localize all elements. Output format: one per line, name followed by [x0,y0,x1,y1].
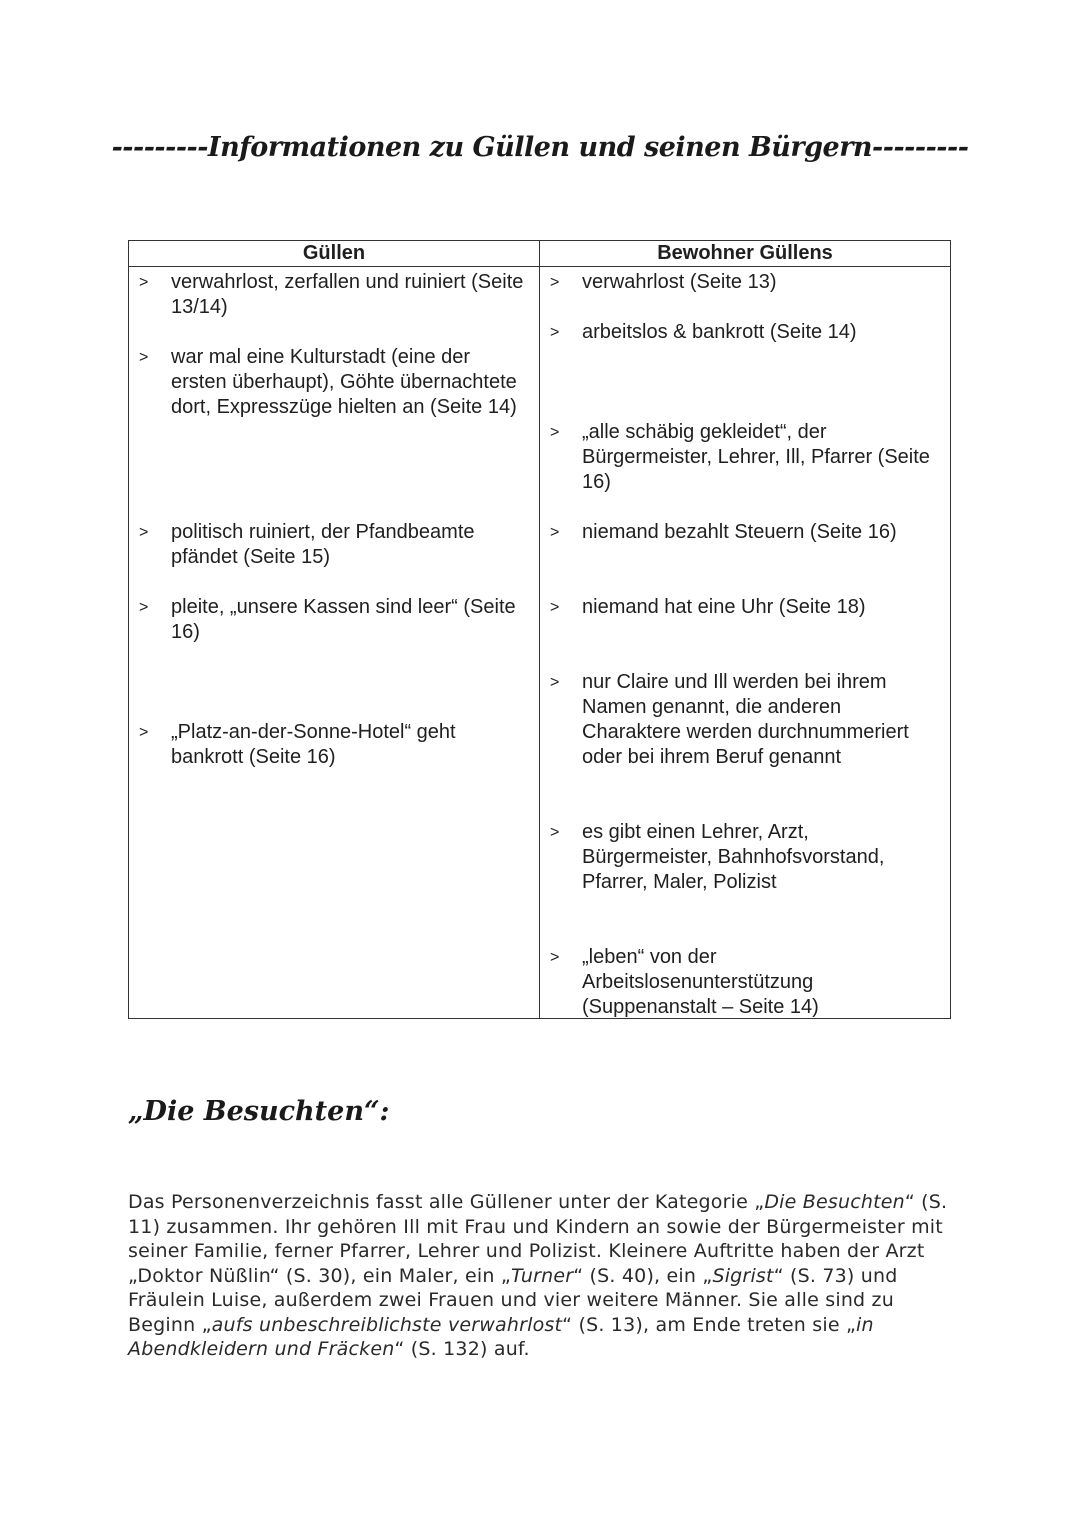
list-item [540,670,950,770]
paragraph-run-italic: aufs unbeschreiblichste verwahrlost [211,1313,563,1336]
list-item-text: niemand bezahlt Steuern (Seite 16) [582,521,897,543]
bewohner-column [540,267,951,1019]
column-header-guellen: Güllen [129,241,540,267]
bullet-icon: > [550,424,560,441]
bullet-icon: > [550,274,560,291]
list-item [129,720,539,770]
paragraph-run: “ (S. 40), ein „ [573,1264,713,1287]
paragraph-run-italic: Turner [510,1264,574,1287]
list-item-text: es gibt einen Lehrer, Arzt, Bürgermeister, Bahnhofsvorstand, Pfarrer, Maler, Polizist [582,821,885,893]
list-item [540,520,950,545]
paragraph-run-italic: in Abendkleidern und Fräcken [128,1313,874,1360]
bullet-icon: > [139,524,149,541]
guellen-column [129,267,540,1019]
section-heading: „Die Besuchten“: [128,1096,390,1127]
table-body-row [129,267,951,1019]
body-paragraph [128,1190,953,1362]
list-item [129,345,539,420]
list-item-text: arbeitslos & bankrott (Seite 14) [582,321,857,343]
bullet-icon: > [550,324,560,341]
list-item [540,320,950,345]
paragraph-run-italic: Die Besuchten [764,1191,905,1213]
list-item [540,420,950,495]
list-item-text: „Platz-an-der-Sonne-Hotel“ geht bankrott (Seite 16) [171,721,456,768]
table-header-row [129,241,951,267]
bullet-icon: > [550,674,560,691]
list-item [129,270,539,320]
list-item-text: war mal eine Kulturstadt (eine der ersten überhaupt), Göhte übernachtete dort, Expresszüge hielten an (Seite 14) [171,346,517,418]
list-item [540,945,950,1020]
paragraph-run: Das Personenverzeichnis fasst alle Güllener unter der Kategorie „ [128,1191,765,1213]
list-item-text: nur Claire und Ill werden bei ihrem Namen genannt, die anderen Charaktere werden durchnummeriert oder bei ihrem Beruf genannt [582,671,909,768]
paragraph-run: “ (S. 73) und Fräulein Luise, außerdem zwei Frauen und vier weitere Männer. Sie alle sind zu Beginn „ [128,1264,898,1336]
paragraph-run: “ (S. 13), am Ende treten sie „ [562,1313,857,1336]
bullet-icon: > [139,349,149,366]
list-item [129,520,539,570]
list-item [540,270,950,295]
list-item-text: pleite, „unsere Kassen sind leer“ (Seite 16) [171,596,516,643]
list-item-text: niemand hat eine Uhr (Seite 18) [582,596,866,618]
list-item-text: verwahrlost (Seite 13) [582,271,777,293]
bullet-icon: > [139,724,149,741]
list-item-text: „alle schäbig gekleidet“, der Bürgermeister, Lehrer, Ill, Pfarrer (Seite 16) [582,421,930,493]
list-item [129,595,539,645]
bullet-icon: > [139,599,149,616]
list-item-text: politisch ruiniert, der Pfandbeamte pfändet (Seite 15) [171,521,475,568]
list-item-text: „leben“ von der Arbeitslosenunterstützung (Suppenanstalt – Seite 14) [582,946,819,1018]
paragraph-run: “ (S. 11) zusammen. Ihr gehören Ill mit Frau und Kindern an sowie der Bürgermeister mit seiner Familie, ferner Pfarrer, Lehrer und Polizist. Kleinere Auftritte haben der Arzt „Doktor Nüßlin“ (S. 30), ein Maler, ein „ [128,1191,948,1287]
bullet-icon: > [550,599,560,616]
list-item-text: verwahrlost, zerfallen und ruiniert (Seite 13/14) [171,271,524,318]
bullet-icon: > [550,824,560,841]
paragraph-run: “ (S. 132) auf. [394,1338,530,1360]
paragraph-run-italic: Sigrist [712,1264,774,1287]
bullet-icon: > [550,524,560,541]
info-table [128,240,951,1019]
column-header-bewohner: Bewohner Güllens [540,241,951,267]
list-item [540,595,950,620]
bullet-icon: > [550,949,560,966]
list-item [540,820,950,895]
bullet-icon: > [139,274,149,291]
page-title: ---------Informationen zu Güllen und seinen Bürgern--------- [111,132,969,163]
